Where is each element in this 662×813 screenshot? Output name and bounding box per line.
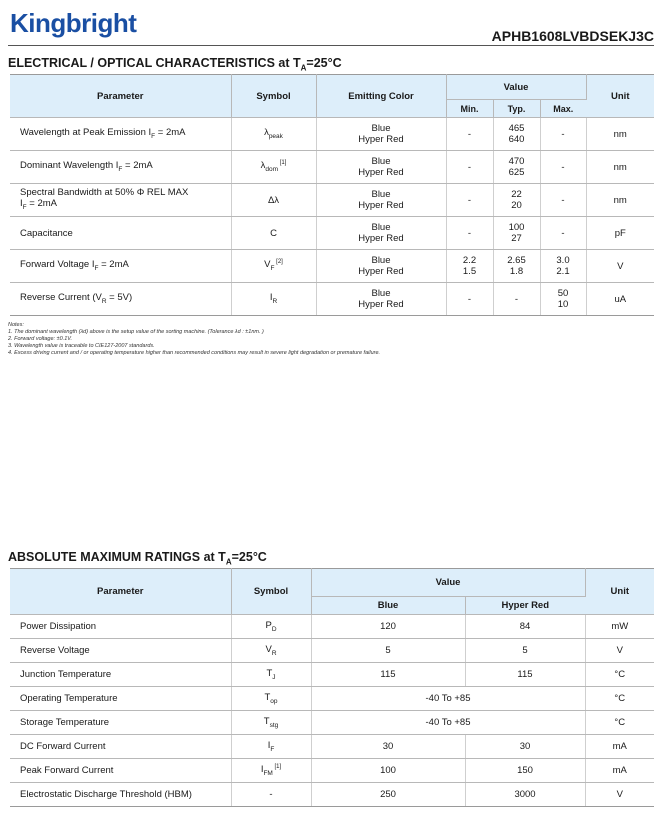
parameter-subscript: R [101, 297, 107, 305]
symbol-text: I [269, 291, 273, 303]
symbol-text: - [269, 789, 273, 800]
symbol-text: C [270, 227, 277, 239]
emitting-color-cell [316, 118, 446, 151]
header-typ: Typ. [493, 100, 540, 118]
typ-cell [493, 151, 540, 184]
absolute-maximum-ratings-table [10, 568, 654, 807]
title-sub: A [225, 557, 232, 567]
emitting-color-cell [316, 217, 446, 250]
title-prefix: ELECTRICAL / OPTICAL CHARACTERISTICS at T [8, 56, 301, 70]
parameter-cell [10, 184, 231, 217]
max-cell [540, 151, 586, 184]
emitting-color-cell [316, 184, 446, 217]
table-row [10, 687, 654, 711]
title-suffix: =25°C [231, 550, 267, 564]
unit-cell: °C [585, 663, 654, 687]
parameter-text: Forward Voltage I [20, 258, 95, 270]
table-row [10, 711, 654, 735]
blue-value-cell: 120 [311, 615, 465, 639]
typ-cell [493, 118, 540, 151]
typ-cell-line2: 640 [508, 134, 525, 145]
symbol-cell [231, 687, 311, 711]
header-unit: Unit [585, 569, 654, 615]
unit-cell: °C [585, 711, 654, 735]
hyper-red-value-cell: 84 [465, 615, 585, 639]
max-cell-line1: - [561, 194, 565, 206]
symbol-text: I [267, 740, 271, 752]
header-parameter: Parameter [10, 569, 231, 615]
typ-cell-line1: 465 [508, 123, 525, 134]
max-cell [540, 283, 586, 316]
table-row [10, 184, 654, 217]
parameter-cell: Power Dissipation [10, 615, 231, 639]
table-row [10, 759, 654, 783]
unit-cell: V [585, 639, 654, 663]
symbol-text: I [260, 764, 264, 776]
parameter-text: Spectral Bandwidth at 50% Φ REL MAX [20, 187, 189, 199]
parameter-cell [10, 118, 231, 151]
table-row [10, 783, 654, 807]
symbol-text: T [266, 668, 273, 680]
min-cell-line1: - [467, 161, 472, 173]
header-emitting-color: Emitting Color [316, 75, 446, 118]
table-row [10, 217, 654, 250]
symbol-subscript: dom [265, 166, 279, 174]
typ-cell-line2: 625 [508, 167, 525, 178]
table-row [10, 615, 654, 639]
emitting-color-cell-line1: Blue [371, 189, 391, 200]
blue-value-cell: 5 [311, 639, 465, 663]
header-value: Value [311, 569, 585, 597]
parameter-subscript: F [151, 132, 156, 140]
table-row [10, 250, 654, 283]
blue-value-cell: 30 [311, 735, 465, 759]
typ-cell [493, 250, 540, 283]
part-number: APHB1608LVBDSEKJ3C [491, 28, 654, 44]
symbol-cell [231, 663, 311, 687]
emitting-color-cell-line2: Hyper Red [358, 134, 404, 145]
value-span-cell: -40 To +85 [311, 711, 585, 735]
hyper-red-value-cell: 30 [465, 735, 585, 759]
symbol-note-ref: [2] [274, 259, 283, 266]
title-sub: A [300, 63, 307, 73]
min-cell-line2: 1.5 [462, 266, 477, 277]
emitting-color-cell-line2: Hyper Red [358, 167, 404, 178]
parameter-cell: Peak Forward Current [10, 759, 231, 783]
header-symbol: Symbol [231, 75, 316, 118]
unit-cell: nm [586, 184, 654, 217]
typ-cell [493, 283, 540, 316]
parameter-cell: Electrostatic Discharge Threshold (HBM) [10, 783, 231, 807]
hyper-red-value-cell: 115 [465, 663, 585, 687]
emitting-color-cell-line2: Hyper Red [358, 266, 404, 277]
note-line: 3. Wavelength value is traceable to CIE127-2007 standards. [8, 343, 155, 349]
unit-cell: pF [586, 217, 654, 250]
parameter-subscript: F [118, 165, 123, 173]
max-cell-line1: - [561, 128, 565, 140]
emitting-color-cell-line2: Hyper Red [358, 200, 404, 211]
header-unit: Unit [586, 75, 654, 118]
title-suffix: =25°C [306, 56, 342, 70]
parameter-text: Reverse Current (V [20, 291, 102, 303]
table-row [10, 283, 654, 316]
min-cell-line1: - [467, 293, 472, 305]
blue-value-cell: 100 [311, 759, 465, 783]
parameter-cell [10, 250, 231, 283]
emitting-color-cell-line1: Blue [371, 123, 391, 134]
absolute-section-title [8, 550, 267, 567]
max-cell-line1: - [561, 227, 565, 239]
header-parameter: Parameter [10, 75, 231, 118]
table-row [10, 639, 654, 663]
min-cell [446, 151, 493, 184]
symbol-cell [231, 759, 311, 783]
typ-cell-line1: 100 [508, 222, 525, 233]
parameter-cell: Operating Temperature [10, 687, 231, 711]
value-span-cell: -40 To +85 [311, 687, 585, 711]
unit-cell: °C [585, 687, 654, 711]
max-cell [540, 118, 586, 151]
unit-cell: mA [585, 759, 654, 783]
min-cell-line1: - [467, 194, 472, 206]
symbol-cell [231, 118, 316, 151]
note-line: 2. Forward voltage: ±0.1V. [8, 336, 73, 342]
parameter-subscript: F [22, 203, 27, 211]
symbol-text: λ [260, 160, 266, 172]
emitting-color-cell [316, 250, 446, 283]
symbol-cell [231, 735, 311, 759]
symbol-subscript: FM [263, 770, 273, 778]
symbol-note-ref: [1] [272, 763, 282, 770]
symbol-cell [231, 615, 311, 639]
hyper-red-value-cell: 150 [465, 759, 585, 783]
min-cell [446, 283, 493, 316]
symbol-subscript: F [270, 745, 275, 753]
typ-cell-line2: 1.8 [509, 266, 524, 277]
emitting-color-cell-line1: Blue [371, 288, 391, 299]
unit-cell: mW [585, 615, 654, 639]
max-cell [540, 184, 586, 217]
parameter-cell [10, 217, 231, 250]
typ-cell-line1: - [514, 293, 519, 305]
max-cell-line1: - [561, 161, 565, 173]
min-cell-line1: 2.2 [462, 255, 477, 266]
unit-cell: V [585, 783, 654, 807]
symbol-text: T [264, 692, 271, 704]
table-row [10, 663, 654, 687]
table-row [10, 151, 654, 184]
hyper-red-value-cell: 3000 [465, 783, 585, 807]
parameter-tail: = 2mA [98, 258, 129, 270]
typ-cell-line1: 470 [508, 156, 525, 167]
min-cell-line1: - [467, 227, 472, 239]
title-prefix: ABSOLUTE MAXIMUM RATINGS at T [8, 550, 226, 564]
kingbright-logo: Kingbright [10, 8, 137, 38]
emitting-color-cell-line1: Blue [371, 222, 391, 233]
symbol-subscript: stg [269, 721, 279, 729]
header-value: Value [446, 75, 586, 100]
header-blue: Blue [311, 597, 465, 615]
symbol-text: P [265, 620, 272, 632]
symbol-text: λ [264, 126, 269, 138]
parameter-tail: = 2mA [155, 126, 186, 138]
blue-value-cell: 250 [311, 783, 465, 807]
page-header [8, 6, 654, 46]
parameter-tail: = 5V) [106, 291, 133, 303]
symbol-cell [231, 250, 316, 283]
note-line: 1. The dominant wavelength (λd) above is the setup value of the sorting machine. (Tolerance λd : ±1nm. ) [8, 329, 264, 335]
max-cell [540, 217, 586, 250]
symbol-subscript: R [272, 297, 278, 305]
typ-cell-line1: 2.65 [507, 255, 526, 266]
header-max: Max. [540, 100, 586, 118]
emitting-color-cell-line1: Blue [371, 255, 391, 266]
unit-cell: uA [586, 283, 654, 316]
symbol-subscript: R [271, 649, 277, 657]
symbol-text: Δλ [267, 194, 280, 206]
parameter-text: Dominant Wavelength I [20, 159, 119, 171]
parameter-text: Capacitance [20, 227, 73, 239]
table-row [10, 735, 654, 759]
blue-value-cell: 115 [311, 663, 465, 687]
symbol-text: V [264, 259, 271, 271]
notes-block [8, 322, 380, 357]
typ-cell [493, 184, 540, 217]
typ-cell-line2: 27 [511, 233, 522, 244]
symbol-text: T [263, 716, 270, 728]
parameter-cell: DC Forward Current [10, 735, 231, 759]
symbol-cell [231, 217, 316, 250]
electrical-section-title [8, 56, 342, 73]
table-row [10, 118, 654, 151]
symbol-subscript: op [270, 697, 278, 705]
max-cell-line2: 2.1 [556, 266, 570, 277]
typ-cell-line2: 20 [511, 200, 522, 211]
min-cell-line1: - [467, 128, 472, 140]
max-cell-line2: 10 [557, 299, 569, 310]
unit-cell: nm [586, 151, 654, 184]
electrical-characteristics-table [10, 74, 654, 316]
max-cell-line1: 50 [557, 288, 569, 299]
symbol-cell [231, 151, 316, 184]
unit-cell: nm [586, 118, 654, 151]
symbol-subscript: peak [268, 132, 283, 140]
unit-cell: V [586, 250, 654, 283]
parameter-text: Wavelength at Peak Emission I [20, 126, 152, 138]
header-divider [8, 45, 654, 46]
emitting-color-cell-line2: Hyper Red [358, 233, 404, 244]
parameter-cell: Reverse Voltage [10, 639, 231, 663]
hyper-red-value-cell: 5 [465, 639, 585, 663]
emitting-color-cell-line1: Blue [371, 156, 391, 167]
header-symbol: Symbol [231, 569, 311, 615]
parameter-cell [10, 151, 231, 184]
min-cell [446, 250, 493, 283]
symbol-cell [231, 283, 316, 316]
min-cell [446, 217, 493, 250]
typ-cell-line1: 22 [511, 189, 522, 200]
symbol-cell [231, 184, 316, 217]
header-min: Min. [446, 100, 493, 118]
parameter-tail: = 2mA [26, 198, 57, 210]
symbol-cell [231, 783, 311, 807]
symbol-text: V [265, 644, 272, 656]
note-line: Notes: [8, 322, 24, 328]
parameter-cell: Junction Temperature [10, 663, 231, 687]
parameter-cell: Storage Temperature [10, 711, 231, 735]
min-cell [446, 184, 493, 217]
min-cell [446, 118, 493, 151]
parameter-tail: = 2mA [122, 159, 153, 171]
max-cell-line1: 3.0 [556, 255, 570, 266]
emitting-color-cell-line2: Hyper Red [358, 299, 404, 310]
emitting-color-cell [316, 151, 446, 184]
emitting-color-cell [316, 283, 446, 316]
parameter-subscript: F [94, 264, 99, 272]
symbol-note-ref: [1] [278, 160, 287, 167]
max-cell [540, 250, 586, 283]
symbol-subscript: D [271, 625, 277, 633]
symbol-subscript: F [270, 265, 275, 273]
unit-cell: mA [585, 735, 654, 759]
note-line: 4. Excess driving current and / or operating temperature higher than recommended conditions may result in severe light degradation or premature failure. [8, 350, 381, 356]
typ-cell [493, 217, 540, 250]
symbol-cell [231, 639, 311, 663]
symbol-subscript: J [272, 673, 276, 681]
header-hyper-red: Hyper Red [465, 597, 585, 615]
parameter-cell [10, 283, 231, 316]
parameter-line2: I [20, 198, 23, 210]
symbol-cell [231, 711, 311, 735]
